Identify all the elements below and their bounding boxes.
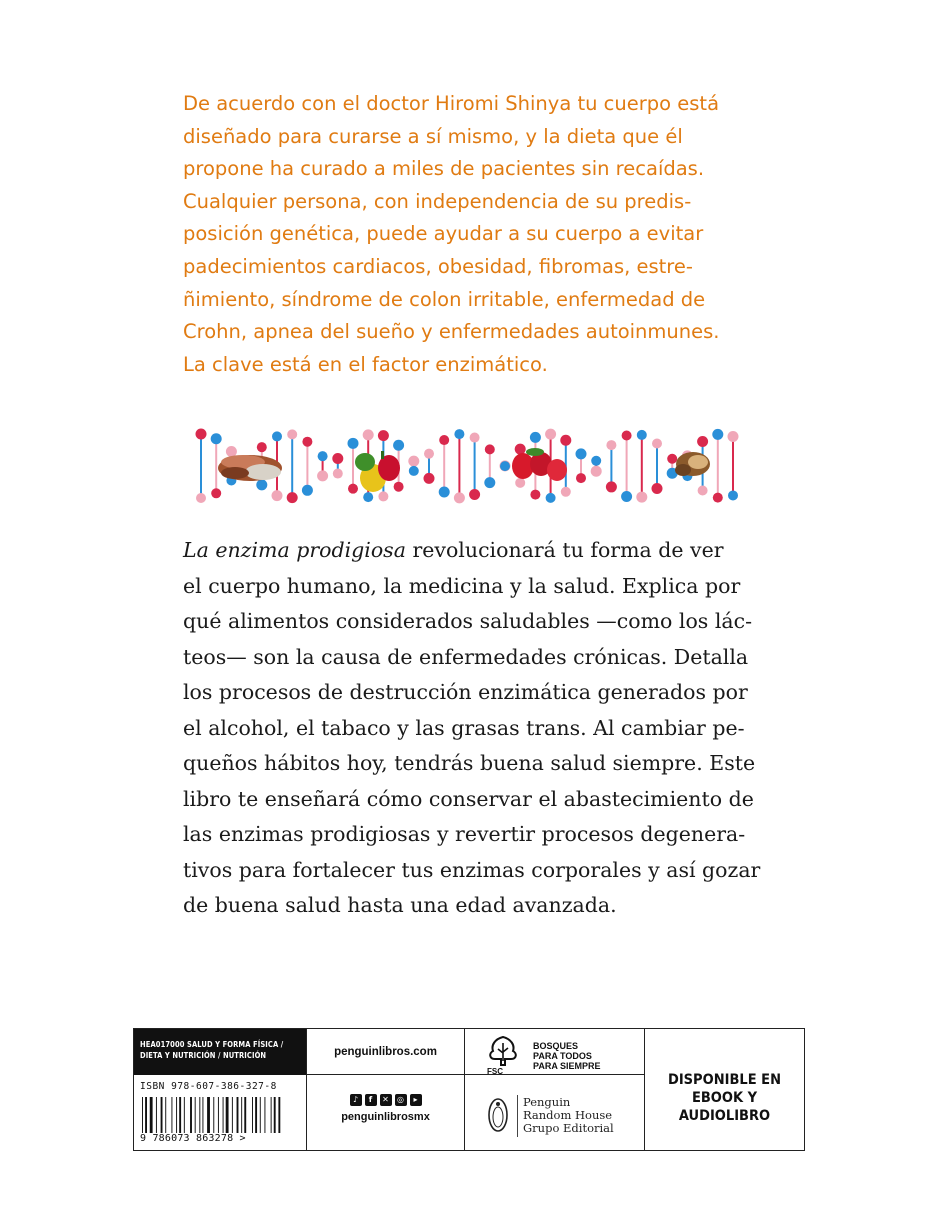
isbn-label: ISBN 978-607-386-327-8: [140, 1081, 277, 1092]
youtube-icon[interactable]: ▸: [410, 1094, 422, 1106]
x-icon[interactable]: ✕: [380, 1094, 392, 1106]
helix-node: [469, 489, 480, 500]
helix-node: [712, 429, 723, 440]
barcode: [140, 1097, 300, 1133]
helix-node: [621, 491, 632, 502]
description-text: revolucionará tu forma de ver: [405, 538, 724, 562]
barcode-bar: [171, 1097, 172, 1133]
helix-node: [591, 456, 601, 466]
helix-node: [257, 442, 267, 452]
helix-node: [226, 446, 237, 457]
helix-node: [317, 470, 328, 481]
helix-node: [302, 437, 312, 447]
tiktok-icon[interactable]: ♪: [350, 1094, 362, 1106]
walnuts-illustration: [675, 452, 710, 476]
publisher-divider: [517, 1095, 518, 1137]
publisher-footer: [133, 1028, 805, 1151]
barcode-bar: [184, 1097, 185, 1133]
barcode-bar: [244, 1097, 246, 1133]
barcode-bar: [195, 1097, 196, 1133]
helix-node: [485, 444, 495, 454]
peppers-illustration: [355, 451, 400, 492]
helix-node: [439, 435, 449, 445]
helix-node: [484, 477, 495, 488]
helix-node: [606, 481, 617, 492]
description-line: tivos para fortalecer tus enzimas corporales y así gozar: [183, 857, 761, 882]
helix-node: [698, 485, 708, 495]
helix-node: [363, 429, 374, 440]
book-title-italic: La enzima prodigiosa: [183, 538, 406, 562]
availability-cell: [645, 1029, 804, 1150]
helix-node: [591, 466, 602, 477]
blurb-line: Cualquier persona, con independencia de su predis-: [183, 189, 692, 213]
helix-node: [424, 449, 434, 459]
fish-illustration: [218, 455, 282, 481]
category-box: [134, 1029, 306, 1075]
barcode-bar: [226, 1097, 229, 1133]
fsc-slogan: [533, 1041, 601, 1071]
helix-node: [470, 433, 480, 443]
publisher-block: [465, 1075, 644, 1150]
helix-node: [667, 454, 677, 464]
helix-node: [348, 438, 359, 449]
social-icons: [307, 1094, 464, 1106]
dna-food-illustration: [195, 418, 745, 514]
barcode-bar: [264, 1097, 265, 1133]
barcode-cell: [134, 1029, 307, 1150]
description-line: las enzimas prodigiosas y revertir procesos degenera-: [183, 822, 746, 846]
barcode-bar: [202, 1097, 203, 1133]
helix-node: [545, 429, 556, 440]
barcode-bar: [232, 1097, 233, 1133]
helix-node: [652, 439, 662, 449]
helix-node: [515, 444, 526, 455]
helix-node: [652, 483, 663, 494]
publisher-name: [523, 1096, 614, 1135]
helix-node: [378, 430, 389, 441]
helix-node: [333, 469, 343, 479]
social-handle[interactable]: penguinlibrosmx: [341, 1111, 430, 1123]
blurb-line: posición genética, puede ayudar a su cuerpo a evitar: [183, 222, 704, 246]
availability-line: EBOOK Y AUDIOLIBRO: [678, 1090, 771, 1124]
helix-node: [454, 429, 464, 439]
helix-node: [318, 451, 328, 461]
barcode-bar: [218, 1097, 219, 1133]
helix-node: [378, 491, 388, 501]
helix-node: [606, 440, 616, 450]
helix-node: [196, 493, 206, 503]
description-line: los procesos de destrucción enzimática generados por: [183, 680, 748, 704]
logos-cell: [465, 1029, 645, 1150]
description-line: de buena salud hasta una edad avanzada.: [183, 893, 617, 917]
helix-node: [211, 433, 222, 444]
description-line: el cuerpo humano, la medicina y la salud. Explica por: [183, 573, 741, 598]
helix-node: [287, 492, 298, 503]
blurb-line: Crohn, apnea del sueño y enfermedades autoinmunes.: [183, 320, 720, 344]
helix-node: [697, 436, 708, 447]
helix-node: [576, 473, 586, 483]
barcode-bar: [150, 1097, 153, 1133]
publisher-line: Random House: [523, 1108, 613, 1122]
fsc-slogan-line: PARA TODOS: [533, 1051, 592, 1061]
barcode-bar: [260, 1097, 261, 1133]
helix-node: [454, 492, 465, 503]
availability-line: DISPONIBLE EN: [667, 1072, 782, 1088]
fsc-slogan-line: BOSQUES: [533, 1041, 579, 1051]
helix-node: [363, 492, 373, 502]
description-line: [183, 533, 773, 569]
helix-node: [546, 493, 556, 503]
barcode-bar: [223, 1097, 224, 1133]
barcode-bar: [241, 1097, 242, 1133]
book-description: [183, 533, 773, 924]
facebook-icon[interactable]: f: [365, 1094, 377, 1106]
web-cell: [307, 1029, 465, 1150]
barcode-bar: [165, 1097, 166, 1133]
helix-node: [713, 493, 723, 503]
helix-node: [560, 435, 571, 446]
fsc-tree-icon: [485, 1035, 521, 1067]
blurb-line: propone ha curado a miles de pacientes sin recaídas.: [183, 157, 705, 181]
barcode-bar: [237, 1097, 239, 1133]
instagram-icon[interactable]: ◎: [395, 1094, 407, 1106]
helix-node: [728, 490, 738, 500]
description-line: teos— son la causa de enfermedades crónicas. Detalla: [183, 644, 749, 669]
publisher-line: Grupo Editorial: [523, 1121, 614, 1135]
barcode-bar: [190, 1097, 192, 1133]
helix-node: [622, 431, 632, 441]
barcode-bar: [278, 1097, 280, 1133]
helix-node: [530, 432, 541, 443]
helix-node: [424, 473, 435, 484]
helix-node: [515, 478, 525, 488]
barcode-number: 9 786073 863278 >: [140, 1133, 246, 1144]
barcode-bar: [156, 1097, 157, 1133]
helix-node: [576, 448, 587, 459]
barcode-bar: [161, 1097, 163, 1133]
availability-note: [645, 1071, 804, 1125]
helix-node: [211, 488, 221, 498]
blurb-line: ñimiento, síndrome de colon irritable, enfermedad de: [183, 287, 706, 311]
helix-node: [561, 487, 571, 497]
helix-node: [348, 484, 358, 494]
barcode-bar: [145, 1097, 147, 1133]
blurb-line: diseñado para curarse a sí mismo, y la dieta que él: [183, 124, 683, 148]
barcode-bar: [176, 1097, 177, 1133]
helix-node: [636, 492, 647, 503]
category-line: DIETA Y NUTRICIÓN / NUTRICIÓN: [140, 1051, 267, 1060]
helix-node: [728, 431, 739, 442]
description-line: queños hábitos hoy, tendrás buena salud siempre. Este: [183, 751, 756, 775]
description-line: el alcohol, el tabaco y las grasas trans. Al cambiar pe-: [183, 715, 745, 740]
category-line: HEA017000 SALUD Y FORMA FÍSICA /: [140, 1040, 284, 1049]
helix-node: [394, 482, 404, 492]
helix-node: [196, 429, 207, 440]
publisher-line: Penguin: [523, 1095, 571, 1109]
helix-node: [287, 429, 297, 439]
helix-node: [272, 490, 283, 501]
back-cover-blurb: [183, 88, 763, 381]
barcode-bar: [213, 1097, 214, 1133]
barcode-bar: [274, 1097, 276, 1133]
helix-node: [393, 440, 404, 451]
barcode-bar: [142, 1097, 143, 1133]
barcode-bar: [199, 1097, 200, 1133]
fsc-label: FSC: [487, 1067, 503, 1076]
blurb-line: De acuerdo con el doctor Hiromi Shinya tu cuerpo está: [183, 92, 720, 115]
description-line: qué alimentos considerados saludables —como los lác-: [183, 609, 753, 633]
helix-node: [500, 461, 510, 471]
helix-node: [408, 456, 419, 467]
helix-node: [332, 453, 343, 464]
barcode-bar: [271, 1097, 272, 1133]
helix-node: [409, 466, 419, 476]
helix-node: [637, 430, 647, 440]
barcode-bar: [207, 1097, 210, 1133]
penguin-logo-icon: [487, 1093, 509, 1133]
description-line: libro te enseñará cómo conservar el abastecimiento de: [183, 786, 754, 811]
barcode-bar: [252, 1097, 253, 1133]
helix-node: [302, 485, 313, 496]
fsc-block: [465, 1029, 644, 1075]
helix-node: [256, 479, 267, 490]
helix-node: [439, 486, 450, 497]
fsc-slogan-line: PARA SIEMPRE: [533, 1061, 601, 1071]
barcode-bar: [255, 1097, 257, 1133]
barcode-bar: [179, 1097, 181, 1133]
helix-node: [272, 431, 282, 441]
helix-node: [530, 490, 540, 500]
blurb-line: La clave está en el factor enzimático.: [183, 352, 548, 376]
website-link[interactable]: penguinlibros.com: [307, 1029, 464, 1075]
blurb-line: padecimientos cardiacos, obesidad, fibromas, estre-: [183, 254, 693, 278]
